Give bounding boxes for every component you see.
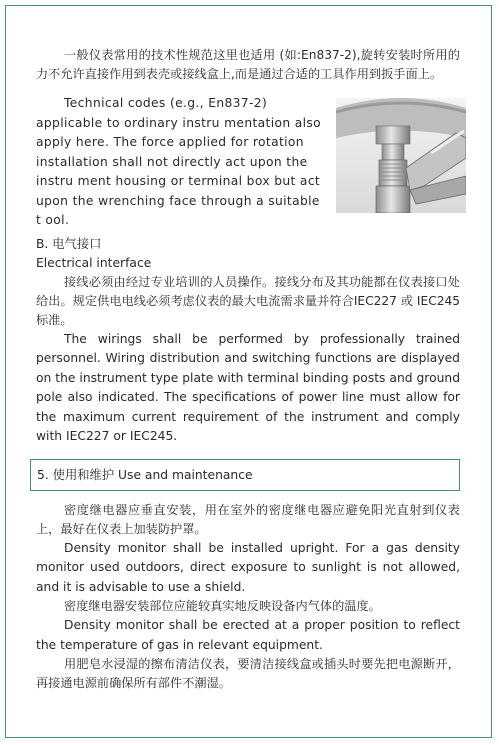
- section-5-title: 5. 使用和维护 Use and maintenance: [37, 467, 253, 482]
- intro-zh: 一般仪表常用的技术性规范这里也适用 (如:En837-2),旋转安装时所用的力不允许直接作用到表壳或接线盒上,而是通过合适的工具作用到扳手面上。: [36, 48, 460, 81]
- electrical-heading-zh: B. 电气接口: [36, 236, 102, 251]
- maintenance-p3-zh: 用肥皂水浸湿的擦布清洁仪表，要清洁接线盒或插头时要先把电源断开，再接通电源前确保所有部件不潮湿。: [36, 657, 460, 690]
- section-5-heading: [30, 459, 460, 491]
- electrical-en: The wirings shall be performed by professionally trained personnel. Wiring distribution and switching functions are displayed on the instrument type plate with terminal binding posts and ground pole also indicated. The specifications of power line must allow for the maximum current requirement of the instrument and comply with IEC227 or IEC245.: [36, 331, 460, 443]
- intro-en: Technical codes (e.g., En837-2) applicable to ordinary instru mentation also apply here. The force applied for rotation installation shall not directly act upon the instru ment housing or terminal box but act upon the wrenching face through a suitable t ool.: [36, 96, 322, 227]
- electrical-zh: 接线必须由经过专业培训的人员操作。接线分布及其功能都在仪表接口处给出。规定供电电线必须考虑仪表的最大电流需求量并符合IEC227 或 IEC245 标准。: [36, 274, 460, 327]
- maintenance-p1-zh: 密度继电器应垂直安装，用在室外的密度继电器应避免阳光直射到仪表上，最好在仪表上加装防护罩。: [36, 502, 460, 536]
- maintenance-p1-en: Density monitor shall be installed upright. For a gas density monitor used outdoors, direct exposure to sunlight is not allowed, and it is advisable to use a shield.: [36, 540, 460, 594]
- electrical-heading-en: Electrical interface: [36, 255, 152, 270]
- wrench-on-gauge-fitting-photo: [336, 98, 466, 213]
- maintenance-p2-zh: 密度继电器安装部位应能较真实地反映设备内气体的温度。: [64, 599, 381, 613]
- maintenance-p2-en: Density monitor shall be erected at a proper position to reflect the temperature of gas in relevant equipment.: [36, 618, 460, 652]
- page-content: [36, 46, 460, 693]
